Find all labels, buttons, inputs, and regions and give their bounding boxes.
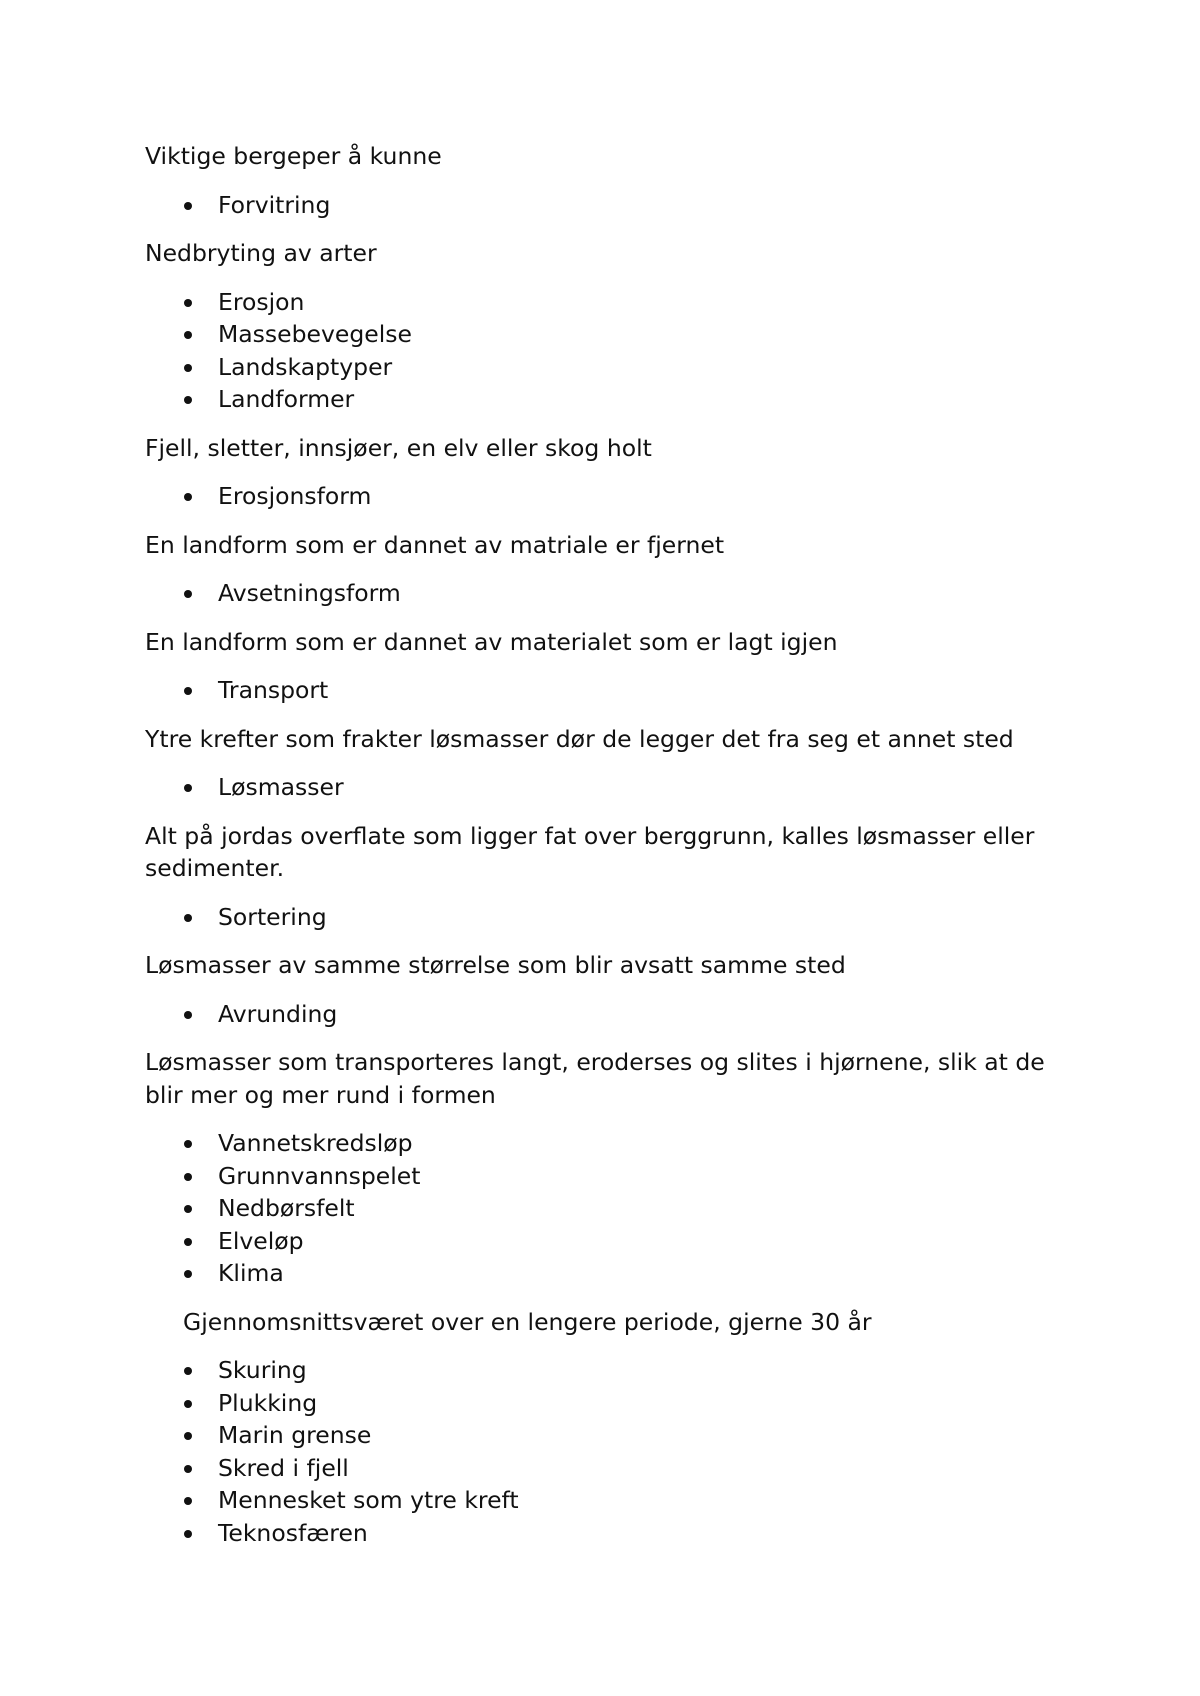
bullet-icon	[184, 1367, 192, 1375]
bullet-icon	[184, 396, 192, 404]
list-item-text: Erosjon	[218, 287, 305, 316]
list-item	[145, 1257, 1065, 1290]
list-item-text: Sortering	[218, 902, 327, 931]
list-item	[145, 1387, 1065, 1420]
paragraph: Ytre krefter som frakter løsmasser dør de legger det fra seg et annet sted	[145, 724, 1014, 753]
list-item-text: Skuring	[218, 1356, 307, 1384]
list-item	[145, 1452, 1065, 1485]
list-item-text: Mennesket som ytre kreft	[218, 1486, 519, 1514]
list-item	[145, 1225, 1065, 1258]
list-item	[145, 1192, 1065, 1225]
list-item-text: Transport	[218, 676, 329, 704]
list-item	[145, 577, 1065, 610]
paragraph: Løsmasser som transporteres langt, eroderses og slites i hjørnene, slik at de blir mer og mer rund i formen	[145, 1048, 1045, 1109]
bullet-icon	[184, 914, 192, 922]
bullet-list	[145, 189, 1065, 222]
bullet-icon	[184, 299, 192, 307]
list-item	[145, 1127, 1065, 1160]
bullet-icon	[184, 1011, 192, 1019]
bullet-icon	[184, 1270, 192, 1278]
list-item	[145, 351, 1065, 384]
list-item	[145, 383, 1065, 416]
bullet-list	[145, 286, 1065, 416]
list-item-text: Marin grense	[218, 1421, 372, 1449]
bullet-icon	[184, 1205, 192, 1213]
paragraph: Gjennomsnittsværet over en lengere periode, gjerne 30 år	[183, 1307, 872, 1336]
list-item-text: Massebevegelse	[218, 320, 412, 348]
bullet-list	[145, 1354, 1065, 1549]
bullet-icon	[184, 1400, 192, 1408]
list-item	[145, 901, 1065, 934]
bullet-list	[145, 674, 1065, 707]
paragraph: Fjell, sletter, innsjøer, en elv eller skog holt	[145, 433, 652, 462]
list-item	[145, 286, 1065, 319]
bullet-icon	[184, 493, 192, 501]
list-item	[145, 1484, 1065, 1517]
list-item	[145, 674, 1065, 707]
list-item	[145, 1517, 1065, 1550]
bullet-icon	[184, 1140, 192, 1148]
bullet-list	[145, 901, 1065, 934]
bullet-icon	[184, 1173, 192, 1181]
bullet-list	[145, 480, 1065, 513]
list-item	[145, 189, 1065, 222]
paragraph: Løsmasser av samme størrelse som blir avsatt samme sted	[145, 951, 846, 979]
list-item-text: Landskaptyper	[218, 352, 393, 381]
list-item	[145, 318, 1065, 351]
paragraph: Viktige bergeper å kunne	[145, 142, 442, 170]
list-item	[145, 998, 1065, 1031]
list-item	[145, 1354, 1065, 1387]
document-body	[145, 140, 1065, 1565]
list-item-text: Vannetskredsløp	[218, 1129, 413, 1157]
list-item-text: Grunnvannspelet	[218, 1161, 421, 1190]
bullet-icon	[184, 590, 192, 598]
paragraph: Nedbryting av arter	[145, 239, 377, 267]
list-item	[145, 1160, 1065, 1193]
bullet-icon	[184, 784, 192, 792]
list-item-text: Klima	[218, 1259, 284, 1287]
list-item-text: Landformer	[218, 385, 355, 413]
list-item-text: Skred i fjell	[218, 1453, 349, 1482]
bullet-icon	[184, 1465, 192, 1473]
bullet-list	[145, 577, 1065, 610]
bullet-icon	[184, 1530, 192, 1538]
list-item-text: Erosjonsform	[218, 482, 372, 510]
list-item	[145, 771, 1065, 804]
list-item-text: Avrunding	[218, 999, 338, 1028]
paragraph: Alt på jordas overflate som ligger fat over berggrunn, kalles løsmasser eller sedimenter.	[145, 821, 1035, 882]
list-item-text: Nedbørsfelt	[218, 1194, 355, 1222]
list-item-text: Løsmasser	[218, 773, 344, 801]
list-item-text: Teknosfæren	[218, 1518, 368, 1547]
bullet-icon	[184, 1497, 192, 1505]
list-item	[145, 1419, 1065, 1452]
bullet-icon	[184, 331, 192, 339]
bullet-icon	[184, 1238, 192, 1246]
bullet-icon	[184, 364, 192, 372]
bullet-icon	[184, 1432, 192, 1440]
list-item-text: Elveløp	[218, 1226, 304, 1255]
bullet-icon	[184, 202, 192, 210]
list-item-text: Forvitring	[218, 190, 331, 219]
bullet-list	[145, 771, 1065, 804]
list-item-text: Avsetningsform	[218, 579, 401, 607]
bullet-list	[145, 998, 1065, 1031]
list-item	[145, 480, 1065, 513]
bullet-list	[145, 1127, 1065, 1290]
bullet-icon	[184, 687, 192, 695]
paragraph: En landform som er dannet av materialet som er lagt igjen	[145, 627, 838, 656]
list-item-text: Plukking	[218, 1388, 318, 1417]
paragraph: En landform som er dannet av matriale er fjernet	[145, 530, 725, 559]
